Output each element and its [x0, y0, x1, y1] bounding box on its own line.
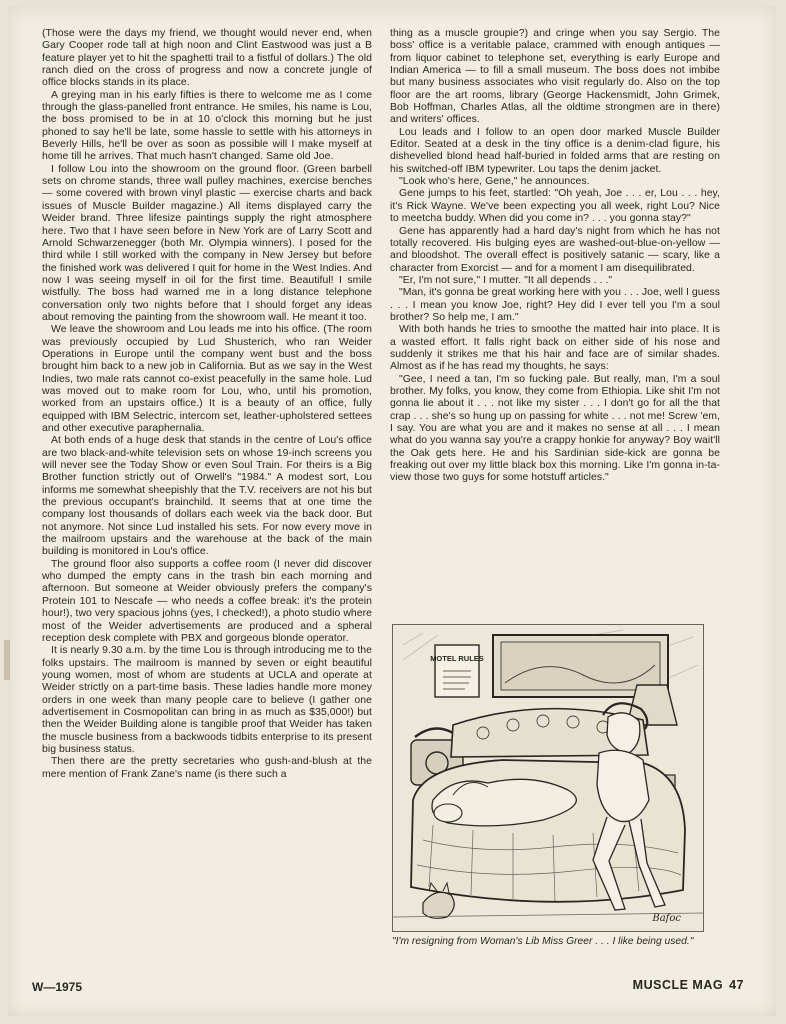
left-text-column [42, 28, 372, 781]
paragraph: Gene jumps to his feet, startled: "Oh yeah, Joe . . . er, Lou . . . hey, it's Rick Wayne. We've been expecting you all week, right Lou? Nice to meetcha buddy. When did you come in? . . . you gonna stay?" [390, 188, 720, 225]
paragraph: (Those were the days my friend, we thought would never end, when Gary Cooper rode tall at high noon and Clint Eastwood was just a B feature player yet to hit the spaghetti trail to a fistful of dollars.) The old ranch died on the cross of progress and now a concrete jungle of office blocks stands in its place. [42, 28, 372, 89]
page-footer [633, 978, 744, 992]
paragraph: thing as a muscle groupie?) and cringe when you say Sergio. The boss' office is a veritable palace, crammed with enough antiques — from liquor cabinet to telephone set, everything is early Europe and Indian America — to fill a small museum. The boss does not imbibe but many business associates who visit regularly do. Also on the top floor are the art rooms, library (George Hackensmidt, John Grimek, Bob Hoffman, Charles Atlas, all the oldtime strongmen are in there) and writers' offices. [390, 28, 720, 126]
artist-signature: Bafoc [652, 913, 681, 924]
cartoon-drawing [393, 625, 703, 931]
page-number: 47 [729, 978, 744, 992]
paragraph: It is nearly 9.30 a.m. by the time Lou is through introducing me to the folks upstairs. The mailroom is manned by seven or eight beautiful young women, most of whom are students at UCLA and operate at Weider strictly on a part-time basis. These ladies handle more money orders in one week than many people care to believe (I gather one advertisement in Cosmopolitan can bring in as much as $35,000!) but then the Weider Building alone is tangible proof that Weider has taken the muscle business from a backwoods tidbits enterprise to its present big business status. [42, 645, 372, 755]
cartoon-caption: "I'm resigning from Woman's Lib Miss Greer . . . I like being used." [392, 936, 694, 947]
magazine-page [8, 6, 776, 1016]
right-text-column [390, 28, 720, 485]
paragraph: I follow Lou into the showroom on the ground floor. (Green barbell sets on chrome stands, three wall pulley machines, exercise benches — some covered with brown vinyl plastic — exercise charts and back issues of Muscle Builder magazine.) All items displayed carry the Weider brand. Three lifesize paintings supply the right atmosphere here. Two that I have seen before in New York are of Larry Scott and Arnold Schwarzenegger (both Mr. Olympia winners). I posed for the third while I still worked with the company in New Jersey but before the finished work was delivered I quit for home in the West Indies. And now I was seeing myself in oil for the first time. Beautiful! I smile wistfully. The boss had warned me in a long distance telephone conversation only two nights before that I should forget any ideas about removing the painting from the showroom wall. He meant it too. [42, 163, 372, 323]
cartoon-illustration [392, 624, 704, 932]
paragraph: "Er, I'm not sure," I mutter. "It all depends . . ." [399, 274, 613, 286]
sign-text: MOTEL RULES [430, 654, 484, 663]
magazine-name: MUSCLE MAG [632, 978, 724, 992]
paragraph: The ground floor also supports a coffee room (I never did discover who dumped the empty cans in the trash bin each morning and afternoon. But someone at Weider obviously prefers the company's Protein 101 to Nescafe — who needs a coffee break: it's the protein hour!), two very spacious johns (yes, I checked!), a photo studio where most of the Weider advertisements are produced and a spheral reception desk complete with PBX and gorgeous blonde operator. [42, 558, 372, 644]
paragraph: "Look who's here, Gene," he announces. [399, 176, 590, 188]
page-edge-mark [4, 640, 10, 680]
paragraph: With both hands he tries to smoothe the matted hair into place. It is a wasted effort. It falls right back on either side of his nose and suddenly it strikes me that his hair and face are of similar shades. Almost as if he has read my thoughts, he says: [390, 324, 720, 373]
paragraph: Gene has apparently had a hard day's night from which he has not totally recovered. His bulging eyes are washed-out-blue-on-yellow — and bloodshot. The overall effect is positively satanic — scary, like a character from Exorcist — and for a moment I am disequilibrated. [390, 225, 720, 274]
paragraph: Then there are the pretty secretaries who gush-and-blush at the mere mention of Frank Zane's name (is there such a [42, 756, 372, 780]
issue-date: W—1975 [32, 980, 83, 994]
paragraph: At both ends of a huge desk that stands in the centre of Lou's office are two black-and-white television sets on whose 19-inch screens you will never see the Today Show or even Soul Train. For theirs is a Big Brother function strictly out of Orwell's "1984." A modest sort, Lou informs me somewhat sheepishly that the T.V. receivers are not his but the previous occupant's brainchild. It seems that at one time the company lost thousands of dollars each week via the back door. But not anymore. Not since Lud installed his sets. For now every move in the mailroom upstairs and the warehouse at the back of the main building is monitored in Lou's office. [42, 435, 372, 558]
paragraph: "Gee, I need a tan, I'm so fucking pale. But really, man, I'm a soul brother. My folks, you know, they come from Ethiopia. Like shit I'm not gonna lie about it . . . not like my sister . . . I don't go for all the that crap . . . she's so hung up on passing for white . . . not me! Screw 'em, I say. You are what you are and it makes no sense at all . . . I mean what do you wanna say you're a crappy honkie for anyway? Boy wait'll the Oak gets here. He and his Sardinian side-kick are gonna be freaking out over my little black box this morning. Like I'm gonna in-ta-view those two guys for some hotstuff articles." [390, 373, 720, 484]
paragraph: A greying man in his early fifties is there to welcome me as I come through the glass-panelled front entrance. He smiles, his name is Lou, the boss promised to be in at 10 o'clock this morning but he just phoned to say he'll be late, some hassle to settle with his attorneys in Beverly Hills, he'll be over as soon as possible will I make myself at home till he arrives. That much hasn't changed. Same old Joe. [42, 89, 372, 163]
paragraph: Lou leads and I follow to an open door marked Muscle Builder Editor. Seated at a desk in the tiny office is a denim-clad figure, his dishevelled blond head half-buried in folded arms that are resting on his switched-off IBM typewriter. Lou taps the denim jacket. [390, 126, 720, 175]
paragraph: We leave the showroom and Lou leads me into his office. (The room was previously occupied by Lud Shusterich, who ran Weider Operations in Europe until the company went bust and the boss brought him back to a new job in California. But as we say in the West Indies, two male rats cannot co-exist peacefully in the same hole. Lud was moved out to make room for Lou, who, until his promotion, worked from an upstairs office.) It is a beauty of an office, fully equipped with IBM Selectric, intercom set, leather-upholstered settees and other executive paraphernalia. [42, 324, 372, 434]
paragraph: "Man, it's gonna be great working here with you . . . Joe, well I guess . . . I mean you know Joe, right? Hey did I ever tell you I'm a soul brother? So help me, I am." [390, 287, 720, 323]
